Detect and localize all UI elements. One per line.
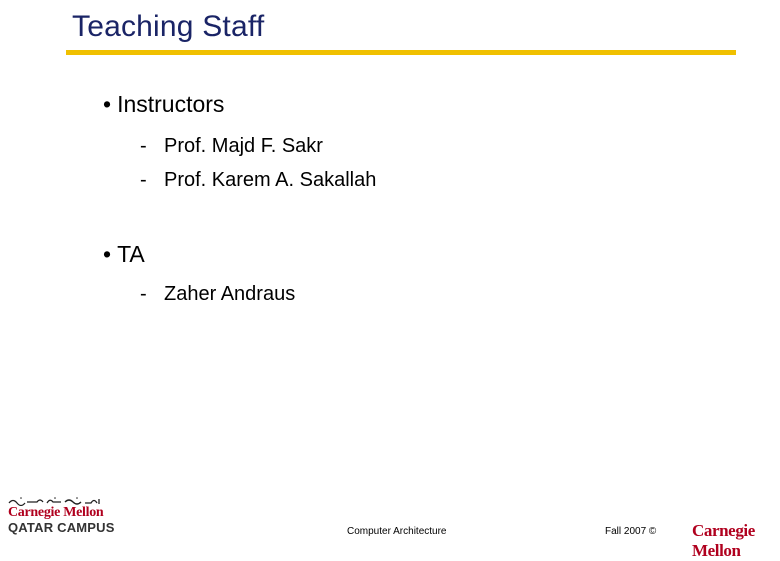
sub-item-text: Prof. Majd F. Sakr: [164, 135, 323, 157]
slide-title: Teaching Staff: [72, 10, 265, 43]
bullet-heading: TA: [117, 241, 145, 267]
bullet-marker: •: [103, 91, 112, 117]
footer-term: Fall 2007 ©: [605, 526, 657, 537]
dash-marker: -: [140, 283, 147, 305]
bullet-ta: [103, 241, 145, 268]
bullet-marker: •: [103, 241, 112, 267]
dash-marker: -: [140, 169, 147, 191]
sub-item-instructor-2: [140, 169, 376, 192]
bullet-heading: Instructors: [117, 91, 225, 117]
title-underline: [66, 50, 736, 55]
cmu-logo: Carnegie Mellon: [692, 521, 755, 560]
sub-item-text: Prof. Karem A. Sakallah: [164, 169, 377, 191]
footer-course: Computer Architecture: [347, 526, 447, 537]
cmu-qatar-logo: [4, 496, 115, 538]
sub-item-instructor-1: [140, 135, 323, 158]
bullet-instructors: [103, 91, 224, 118]
logo-left-campus: QATAR CAMPUS: [8, 520, 115, 535]
sub-item-text: Zaher Andraus: [164, 283, 296, 305]
dash-marker: -: [140, 135, 147, 157]
sub-item-ta-1: [140, 283, 295, 306]
logo-left-wordmark: Carnegie Mellon: [8, 505, 104, 520]
